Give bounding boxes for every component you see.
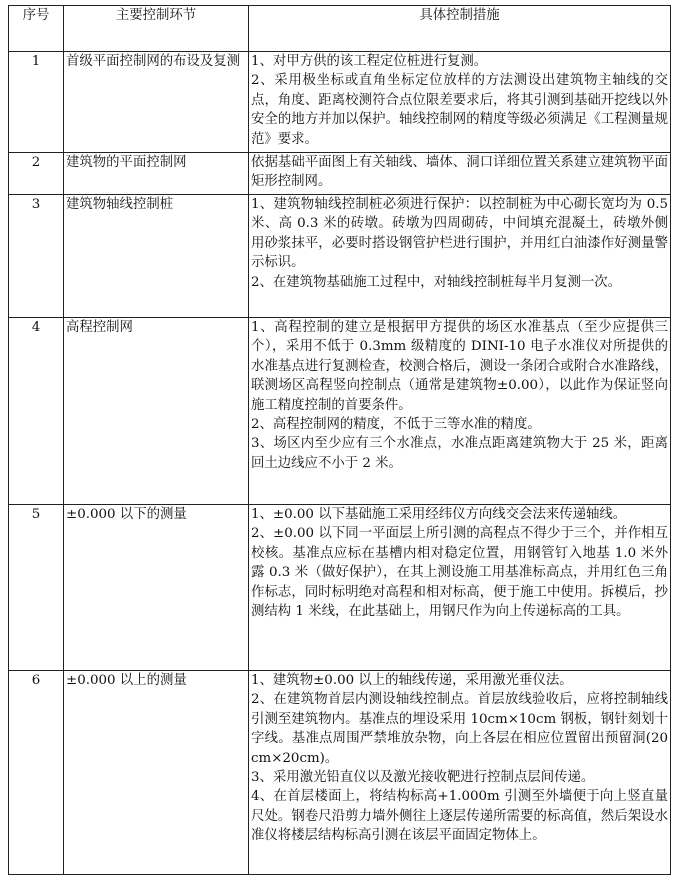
header-control-measures: 具体控制措施 bbox=[249, 6, 671, 52]
row-number: 1 bbox=[9, 52, 64, 153]
measure-paragraph: 3、场区内至少应有三个水准点，水准点距离建筑物大于 25 米，距离回土边线应不小于 2 米。 bbox=[251, 436, 668, 471]
row-control-item: ±0.000 以下的测量 bbox=[64, 505, 249, 671]
row-control-item: 高程控制网 bbox=[64, 318, 249, 505]
row-control-item: 建筑物的平面控制网 bbox=[64, 153, 249, 195]
table-header-row bbox=[9, 6, 671, 52]
measure-paragraph: 2、高程控制网的精度，不低于三等水准的精度。 bbox=[251, 417, 541, 433]
measure-paragraph: 2、±0.00 以下同一平面层上所引测的高程点不得少于三个，并作相互校核。基准点应标在基槽内相对稳定位置，用钢管钉入地基 1.0 米外露 0.3 米（做好保护），在其上测设施工用基准标高点，并用红色三角作标志，同时标明绝对高程和相对标高，便于施工中使用。拆模后，抄测结构 1 米线，在此基础上，用钢尺作为向上传递标高的工具。 bbox=[251, 526, 668, 620]
row-number: 3 bbox=[9, 195, 64, 318]
measure-paragraph: 1、建筑物轴线控制桩必须进行保护：以控制桩为中心砌长宽均为 0.5 米、高 0.3 米的砖墩。砖墩为四周砌砖，中间填充混凝土，砖墩外侧用砂浆抹平，必要时搭设钢管护栏进行围护，并用红白油漆作好测量警示标识。 bbox=[251, 197, 668, 271]
measure-paragraph: 1、±0.00 以下基础施工采用经纬仪方向线交会法来传递轴线。 bbox=[251, 507, 627, 522]
measure-paragraph: 4、在首层楼面上，将结构标高+1.000m 引测至外墙便于向上竖直量尺处。钢卷尺沿剪力墙外侧往上逐层传递所需要的标高值，然后架设水准仪将楼层结构标高引测在该层平面固定物体上。 bbox=[251, 789, 668, 844]
table-row bbox=[9, 318, 671, 505]
row-measures bbox=[249, 671, 671, 875]
row-measures bbox=[249, 505, 671, 671]
row-number: 4 bbox=[9, 318, 64, 505]
measure-paragraph: 1、对甲方供的该工程定位桩进行复测。 bbox=[251, 54, 488, 69]
row-number: 6 bbox=[9, 671, 64, 875]
header-serial-number: 序号 bbox=[9, 6, 64, 52]
table-row bbox=[9, 505, 671, 671]
row-measures bbox=[249, 153, 671, 195]
measure-paragraph: 1、建筑物±0.00 以上的轴线传递，采用激光垂仪法。 bbox=[251, 673, 573, 688]
row-measures bbox=[249, 195, 671, 318]
control-measures-table bbox=[8, 5, 671, 875]
row-number: 5 bbox=[9, 505, 64, 671]
measure-paragraph: 3、采用激光铅直仪以及激光接收靶进行控制点层间传递。 bbox=[251, 770, 595, 786]
row-number: 2 bbox=[9, 153, 64, 195]
table-row bbox=[9, 671, 671, 875]
measure-paragraph: 2、采用极坐标或直角坐标定位放样的方法测设出建筑物主轴线的交点，角度、距离校测符合点位限差要求后，将其引测到基础开挖线以外安全的地方并加以保护。轴线控制网的精度等级必须满足《工程测量规范》要求。 bbox=[251, 73, 668, 147]
table-row bbox=[9, 52, 671, 153]
measure-paragraph: 依据基础平面图上有关轴线、墙体、洞口详细位置关系建立建筑物平面矩形控制网。 bbox=[251, 155, 668, 190]
header-control-item: 主要控制环节 bbox=[64, 6, 249, 52]
row-control-item: 首级平面控制网的布设及复测 bbox=[64, 52, 249, 153]
row-measures bbox=[249, 318, 671, 505]
measure-paragraph: 2、在建筑物基础施工过程中，对轴线控制桩每半月复测一次。 bbox=[251, 274, 622, 290]
table-row bbox=[9, 153, 671, 195]
measure-paragraph: 1、高程控制的建立是根据甲方提供的场区水准基点（至少应提供三个），采用不低于 0.3mm 级精度的 DINI-10 电子水准仪对所提供的水准基点进行复测检查，校测合格后，测设一条闭合或附合水准路线，联测场区高程竖向控制点（通常是建筑物±0.00），以此作为保证竖向施工精度控制的首要条件。 bbox=[251, 320, 668, 413]
row-measures bbox=[249, 52, 671, 153]
row-control-item: ±0.000 以上的测量 bbox=[64, 671, 249, 875]
measure-paragraph: 2、在建筑物首层内测设轴线控制点。首层放线验收后，应将控制轴线引测至建筑物内。基准点的埋设采用 10cm×10cm 钢板，钢针刻划十字线。基准点周围严禁堆放杂物，向上各层在相应位置留出预留洞(20cm×20cm)。 bbox=[251, 692, 668, 766]
row-control-item: 建筑物轴线控制桩 bbox=[64, 195, 249, 318]
table-row bbox=[9, 195, 671, 318]
